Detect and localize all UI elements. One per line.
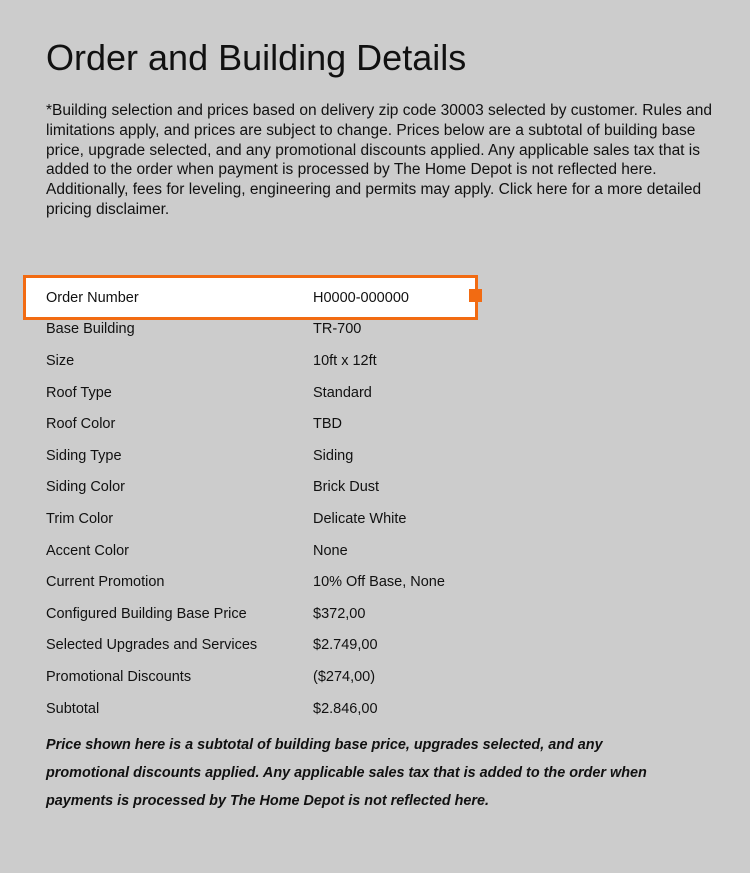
subtotal-note: Price shown here is a subtotal of building base price, upgrades selected, and any promotional discounts applied. Any applicable sales tax that is added to the order when payments is processed by The Home Depot is not reflected here. [46, 737, 647, 809]
detail-value: H0000-000000 [313, 289, 409, 306]
detail-value: Siding [313, 447, 354, 464]
details-row-discounts [46, 661, 696, 693]
details-row-base-building [46, 314, 696, 346]
order-details-table [46, 282, 696, 724]
details-row-size [46, 345, 696, 377]
details-row-siding-type [46, 440, 696, 472]
detail-value: 10ft x 12ft [313, 352, 377, 369]
detail-value: 10% Off Base, None [313, 574, 445, 591]
details-row-upgrades [46, 630, 696, 662]
detail-value: Standard [313, 384, 372, 401]
details-row-siding-color [46, 472, 696, 504]
detail-value: Brick Dust [313, 479, 380, 496]
detail-label: Accent Color [46, 542, 130, 559]
detail-value: Delicate White [313, 510, 407, 527]
detail-value: None [313, 542, 348, 559]
details-row-order-number [46, 282, 696, 314]
details-row-subtotal [46, 693, 696, 725]
detail-label: Trim Color [46, 510, 114, 527]
detail-label: Order Number [46, 289, 139, 306]
detail-label: Siding Type [46, 447, 122, 464]
details-row-base-price [46, 598, 696, 630]
detail-value: $372,00 [313, 605, 366, 622]
detail-label: Selected Upgrades and Services [46, 637, 258, 654]
detail-label: Configured Building Base Price [46, 605, 247, 622]
details-row-accent-color [46, 535, 696, 567]
detail-value: $2.749,00 [313, 637, 378, 654]
detail-label: Current Promotion [46, 574, 165, 591]
details-row-current-promotion [46, 566, 696, 598]
detail-label: Siding Color [46, 479, 125, 496]
pricing-disclaimer [46, 101, 726, 220]
detail-label: Subtotal [46, 700, 100, 717]
details-row-trim-color [46, 503, 696, 535]
disclaimer-text: *Building selection and prices based on delivery zip code 30003 selected by customer. Rules and limitations apply, and prices are subject to change. Prices below are a subtotal of building base price, upgrade selected, and any promotional discounts applied. Any applicable sales tax that is added to the order when payment is processed by The Home Depot is not reflected here. Additionally, fees for leveling, engineering and permits may apply. [46, 102, 713, 199]
page-title: Order and Building Details [46, 37, 467, 78]
detail-value: $2.846,00 [313, 700, 378, 717]
detail-label: Roof Type [46, 384, 112, 401]
detail-label: Base Building [46, 321, 135, 338]
detail-label: Roof Color [46, 416, 116, 433]
pricing-disclaimer-link[interactable]: Click here for a more detailed pricing disclaimer. [46, 181, 702, 218]
detail-label: Size [46, 352, 75, 369]
details-row-roof-color [46, 408, 696, 440]
detail-value: ($274,00) [313, 668, 376, 685]
detail-value: TBD [313, 416, 342, 433]
detail-label: Promotional Discounts [46, 668, 192, 685]
detail-value: TR-700 [313, 321, 362, 338]
details-row-roof-type [46, 377, 696, 409]
